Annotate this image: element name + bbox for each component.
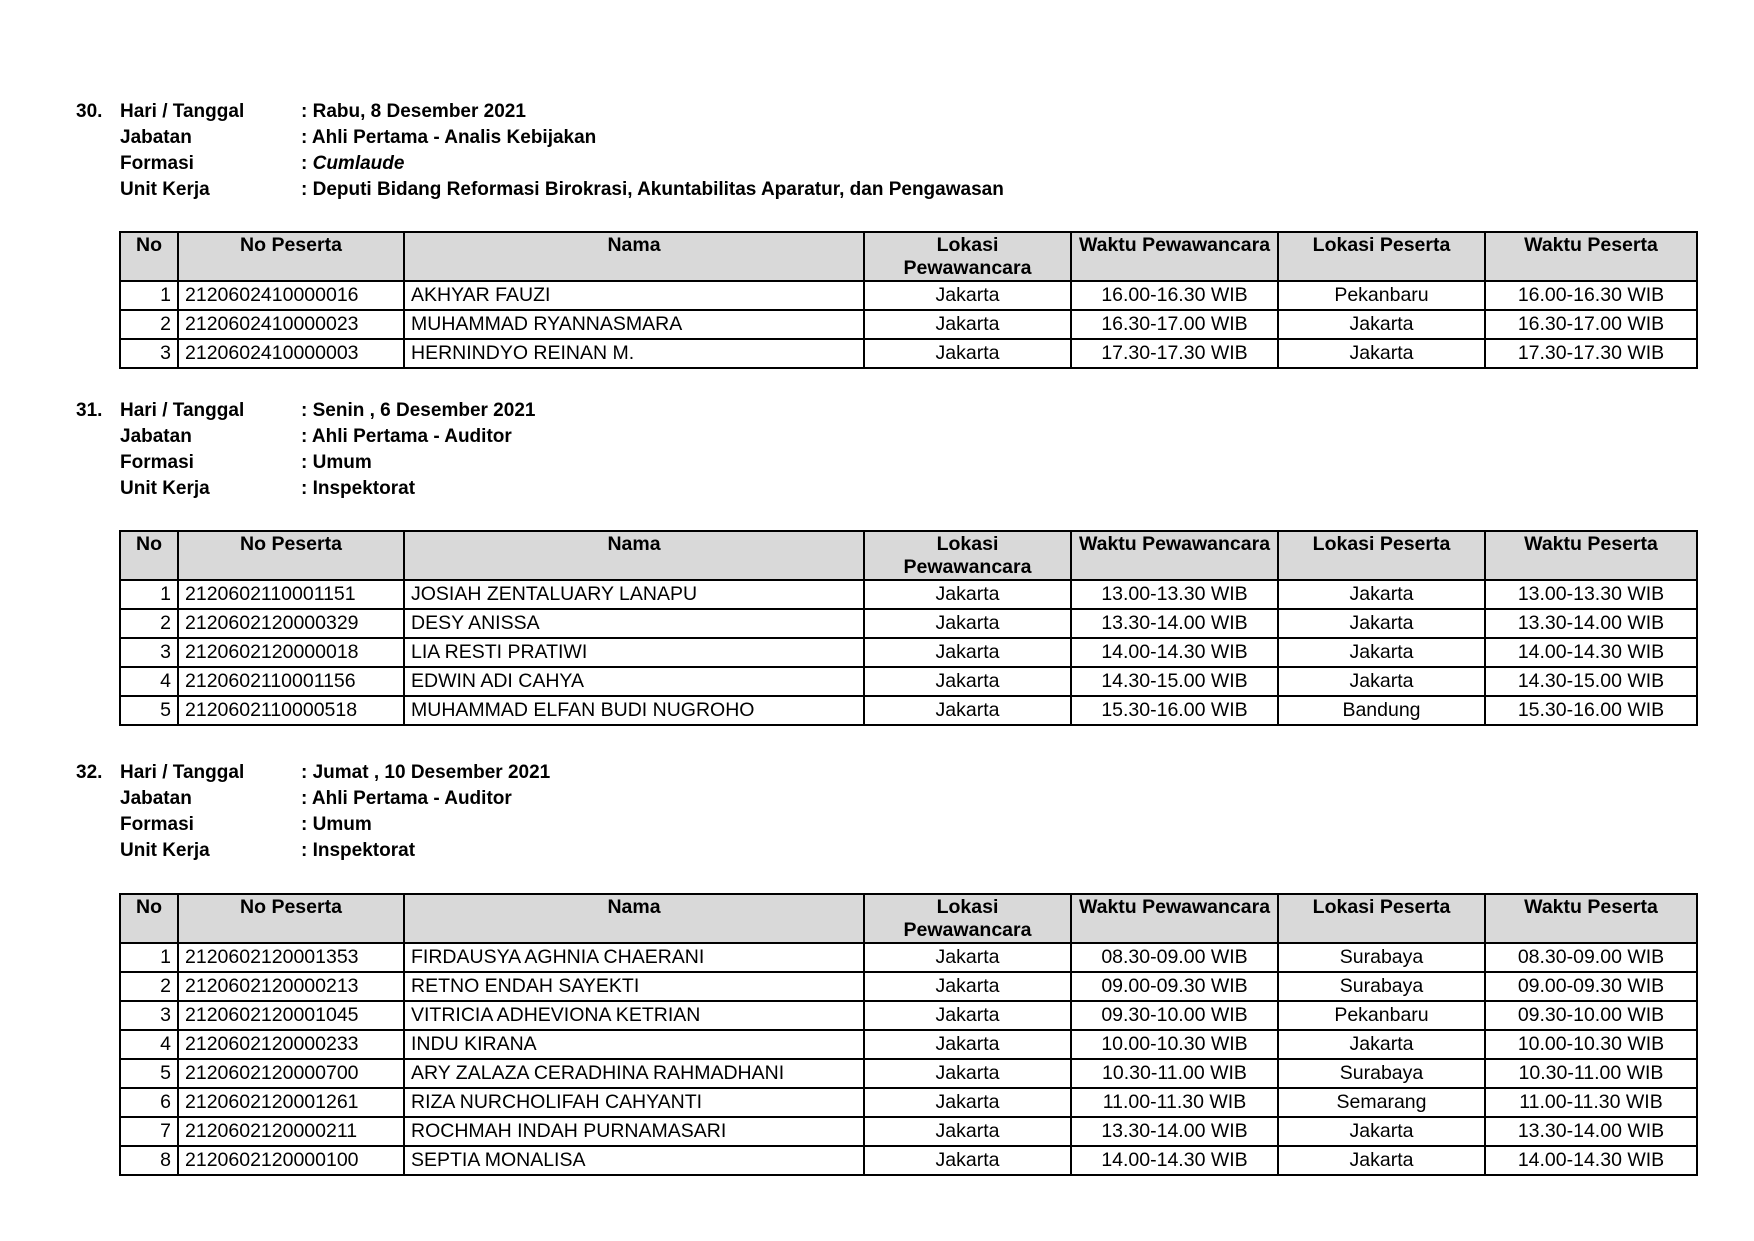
interviewer-time: 11.00-11.30 WIB [1071,1088,1278,1117]
participant-name: ROCHMAH INDAH PURNAMASARI [404,1117,864,1146]
participant-name: DESY ANISSA [404,609,864,638]
table-row [120,1088,1697,1117]
participant-time: 17.30-17.30 WIB [1485,339,1697,368]
interviewer-time: 13.30-14.00 WIB [1071,609,1278,638]
table-row [120,667,1697,696]
participant-number: 2120602110000518 [178,696,404,725]
row-number: 8 [120,1146,178,1175]
participant-name: HERNINDYO REINAN M. [404,339,864,368]
col-no-header: No [120,232,178,281]
col-no-header: No [120,531,178,580]
participant-number: 2120602120001045 [178,1001,404,1030]
jabatan-label: Jabatan [120,788,192,809]
interviewer-location: Jakarta [864,1117,1071,1146]
col-nama-header: Nama [404,531,864,580]
unit-kerja-value: : Inspektorat [301,840,416,861]
hari-tanggal-label: Hari / Tanggal [120,400,245,421]
table-row [120,1030,1697,1059]
unit-kerja-value: : Inspektorat [301,478,416,499]
row-number: 7 [120,1117,178,1146]
section-header [0,762,1754,872]
row-number: 1 [120,281,178,310]
participant-location: Jakarta [1278,1146,1485,1175]
section-number: 32. [76,762,103,783]
col-waktu-peserta-header: Waktu Peserta [1485,894,1697,943]
interviewer-location: Jakarta [864,1088,1071,1117]
participant-name: RETNO ENDAH SAYEKTI [404,972,864,1001]
interviewer-location: Jakarta [864,972,1071,1001]
participant-name: ARY ZALAZA CERADHINA RAHMADHANI [404,1059,864,1088]
participant-time: 15.30-16.00 WIB [1485,696,1697,725]
participant-number: 2120602120000213 [178,972,404,1001]
participant-location: Semarang [1278,1088,1485,1117]
jabatan-label: Jabatan [120,426,192,447]
participant-name: SEPTIA MONALISA [404,1146,864,1175]
row-number: 1 [120,943,178,972]
participant-location: Jakarta [1278,310,1485,339]
col-waktu-peserta-header: Waktu Peserta [1485,531,1697,580]
participant-number: 2120602120000233 [178,1030,404,1059]
interviewer-time: 15.30-16.00 WIB [1071,696,1278,725]
participant-name: EDWIN ADI CAHYA [404,667,864,696]
participant-name: MUHAMMAD ELFAN BUDI NUGROHO [404,696,864,725]
participant-location: Surabaya [1278,972,1485,1001]
participant-time: 08.30-09.00 WIB [1485,943,1697,972]
col-waktu-pewawancara-header: Waktu Pewawancara [1071,232,1278,281]
participant-time: 14.00-14.30 WIB [1485,638,1697,667]
unit-kerja-label: Unit Kerja [120,840,210,861]
participant-number: 2120602410000016 [178,281,404,310]
row-number: 5 [120,696,178,725]
jabatan-label: Jabatan [120,127,192,148]
interviewer-time: 09.30-10.00 WIB [1071,1001,1278,1030]
col-waktu-pewawancara-header: Waktu Pewawancara [1071,894,1278,943]
participant-time: 13.30-14.00 WIB [1485,609,1697,638]
participant-location: Jakarta [1278,667,1485,696]
hari-tanggal-label: Hari / Tanggal [120,101,245,122]
participant-number: 2120602120000018 [178,638,404,667]
formasi-text: Umum [312,452,372,473]
participant-location: Jakarta [1278,1117,1485,1146]
participant-location: Surabaya [1278,943,1485,972]
table-row [120,310,1697,339]
col-lokasi-pewawancara-header: Lokasi Pewawancara [864,531,1071,580]
formasi-label: Formasi [120,814,194,835]
formasi-value [301,814,372,836]
interviewer-time: 13.00-13.30 WIB [1071,580,1278,609]
col-lokasi-peserta-header: Lokasi Peserta [1278,531,1485,580]
row-number: 5 [120,1059,178,1088]
participant-location: Jakarta [1278,1030,1485,1059]
table-row [120,1117,1697,1146]
participant-time: 09.00-09.30 WIB [1485,972,1697,1001]
participant-time: 10.30-11.00 WIB [1485,1059,1697,1088]
section-number: 31. [76,400,103,421]
interviewer-location: Jakarta [864,281,1071,310]
row-number: 4 [120,1030,178,1059]
participant-location: Jakarta [1278,339,1485,368]
participant-name: JOSIAH ZENTALUARY LANAPU [404,580,864,609]
col-lokasi-pewawancara-header: Lokasi Pewawancara [864,232,1071,281]
participant-name: VITRICIA ADHEVIONA KETRIAN [404,1001,864,1030]
participant-number: 2120602120000211 [178,1117,404,1146]
row-number: 3 [120,638,178,667]
hari-tanggal-value: : Rabu, 8 Desember 2021 [301,101,526,122]
col-nama-header: Nama [404,894,864,943]
table-row [120,943,1697,972]
participant-time: 13.00-13.30 WIB [1485,580,1697,609]
col-lokasi-peserta-header: Lokasi Peserta [1278,232,1485,281]
participant-number: 2120602410000003 [178,339,404,368]
schedule-table [119,893,1698,1176]
col-no-peserta-header: No Peserta [178,894,404,943]
participant-number: 2120602110001151 [178,580,404,609]
formasi-value [301,452,372,474]
interviewer-time: 14.00-14.30 WIB [1071,1146,1278,1175]
formasi-colon: : [301,814,313,835]
row-number: 3 [120,339,178,368]
formasi-label: Formasi [120,452,194,473]
col-no-header: No [120,894,178,943]
table-row [120,1059,1697,1088]
participant-time: 09.30-10.00 WIB [1485,1001,1697,1030]
section-header [0,101,1754,211]
interviewer-time: 14.30-15.00 WIB [1071,667,1278,696]
participant-time: 16.00-16.30 WIB [1485,281,1697,310]
interviewer-time: 16.00-16.30 WIB [1071,281,1278,310]
interviewer-time: 09.00-09.30 WIB [1071,972,1278,1001]
section-header [0,400,1754,510]
interviewer-location: Jakarta [864,1146,1071,1175]
interviewer-location: Jakarta [864,638,1071,667]
interviewer-time: 13.30-14.00 WIB [1071,1117,1278,1146]
table-row [120,609,1697,638]
formasi-colon: : [301,452,313,473]
participant-location: Jakarta [1278,638,1485,667]
participant-location: Bandung [1278,696,1485,725]
interviewer-location: Jakarta [864,580,1071,609]
participant-name: LIA RESTI PRATIWI [404,638,864,667]
table-header-row [120,531,1697,580]
interviewer-location: Jakarta [864,696,1071,725]
schedule-table [119,530,1698,726]
participant-time: 13.30-14.00 WIB [1485,1117,1697,1146]
row-number: 2 [120,609,178,638]
unit-kerja-label: Unit Kerja [120,478,210,499]
participant-time: 16.30-17.00 WIB [1485,310,1697,339]
table-row [120,638,1697,667]
participant-number: 2120602120000100 [178,1146,404,1175]
interviewer-time: 17.30-17.30 WIB [1071,339,1278,368]
participant-name: INDU KIRANA [404,1030,864,1059]
participant-name: RIZA NURCHOLIFAH CAHYANTI [404,1088,864,1117]
participant-time: 11.00-11.30 WIB [1485,1088,1697,1117]
section-number: 30. [76,101,103,122]
participant-number: 2120602410000023 [178,310,404,339]
col-no-peserta-header: No Peserta [178,531,404,580]
table-header-row [120,894,1697,943]
formasi-value [301,153,404,175]
interviewer-time: 10.00-10.30 WIB [1071,1030,1278,1059]
hari-tanggal-value: : Jumat , 10 Desember 2021 [301,762,551,783]
formasi-text: Umum [312,814,372,835]
col-lokasi-pewawancara-header: Lokasi Pewawancara [864,894,1071,943]
participant-time: 14.30-15.00 WIB [1485,667,1697,696]
participant-name: FIRDAUSYA AGHNIA CHAERANI [404,943,864,972]
row-number: 6 [120,1088,178,1117]
interviewer-location: Jakarta [864,339,1071,368]
unit-kerja-label: Unit Kerja [120,179,210,200]
participant-time: 10.00-10.30 WIB [1485,1030,1697,1059]
participant-number: 2120602120000700 [178,1059,404,1088]
jabatan-value: : Ahli Pertama - Analis Kebijakan [301,127,597,148]
participant-name: AKHYAR FAUZI [404,281,864,310]
row-number: 3 [120,1001,178,1030]
table-row [120,1001,1697,1030]
interviewer-location: Jakarta [864,1059,1071,1088]
row-number: 2 [120,310,178,339]
interviewer-time: 10.30-11.00 WIB [1071,1059,1278,1088]
participant-time: 14.00-14.30 WIB [1485,1146,1697,1175]
hari-tanggal-value: : Senin , 6 Desember 2021 [301,400,536,421]
participant-location: Pekanbaru [1278,281,1485,310]
interviewer-time: 14.00-14.30 WIB [1071,638,1278,667]
participant-number: 2120602120000329 [178,609,404,638]
schedule-table [119,231,1698,369]
participant-number: 2120602110001156 [178,667,404,696]
col-waktu-peserta-header: Waktu Peserta [1485,232,1697,281]
jabatan-value: : Ahli Pertama - Auditor [301,788,512,809]
interviewer-location: Jakarta [864,1030,1071,1059]
row-number: 2 [120,972,178,1001]
col-nama-header: Nama [404,232,864,281]
table-row [120,1146,1697,1175]
unit-kerja-value: : Deputi Bidang Reformasi Birokrasi, Akuntabilitas Aparatur, dan Pengawasan [301,179,1004,200]
participant-name: MUHAMMAD RYANNASMARA [404,310,864,339]
interviewer-location: Jakarta [864,943,1071,972]
hari-tanggal-label: Hari / Tanggal [120,762,245,783]
participant-location: Pekanbaru [1278,1001,1485,1030]
interviewer-location: Jakarta [864,1001,1071,1030]
interviewer-time: 08.30-09.00 WIB [1071,943,1278,972]
table-row [120,972,1697,1001]
participant-location: Surabaya [1278,1059,1485,1088]
col-waktu-pewawancara-header: Waktu Pewawancara [1071,531,1278,580]
participant-location: Jakarta [1278,609,1485,638]
formasi-label: Formasi [120,153,194,174]
interviewer-location: Jakarta [864,609,1071,638]
formasi-text: Cumlaude [312,153,405,174]
table-row [120,696,1697,725]
jabatan-value: : Ahli Pertama - Auditor [301,426,512,447]
interviewer-time: 16.30-17.00 WIB [1071,310,1278,339]
interviewer-location: Jakarta [864,667,1071,696]
col-no-peserta-header: No Peserta [178,232,404,281]
row-number: 4 [120,667,178,696]
table-header-row [120,232,1697,281]
participant-number: 2120602120001261 [178,1088,404,1117]
table-row [120,339,1697,368]
table-row [120,281,1697,310]
interviewer-location: Jakarta [864,310,1071,339]
participant-location: Jakarta [1278,580,1485,609]
row-number: 1 [120,580,178,609]
participant-number: 2120602120001353 [178,943,404,972]
col-lokasi-peserta-header: Lokasi Peserta [1278,894,1485,943]
formasi-colon: : [301,153,313,174]
table-row [120,580,1697,609]
